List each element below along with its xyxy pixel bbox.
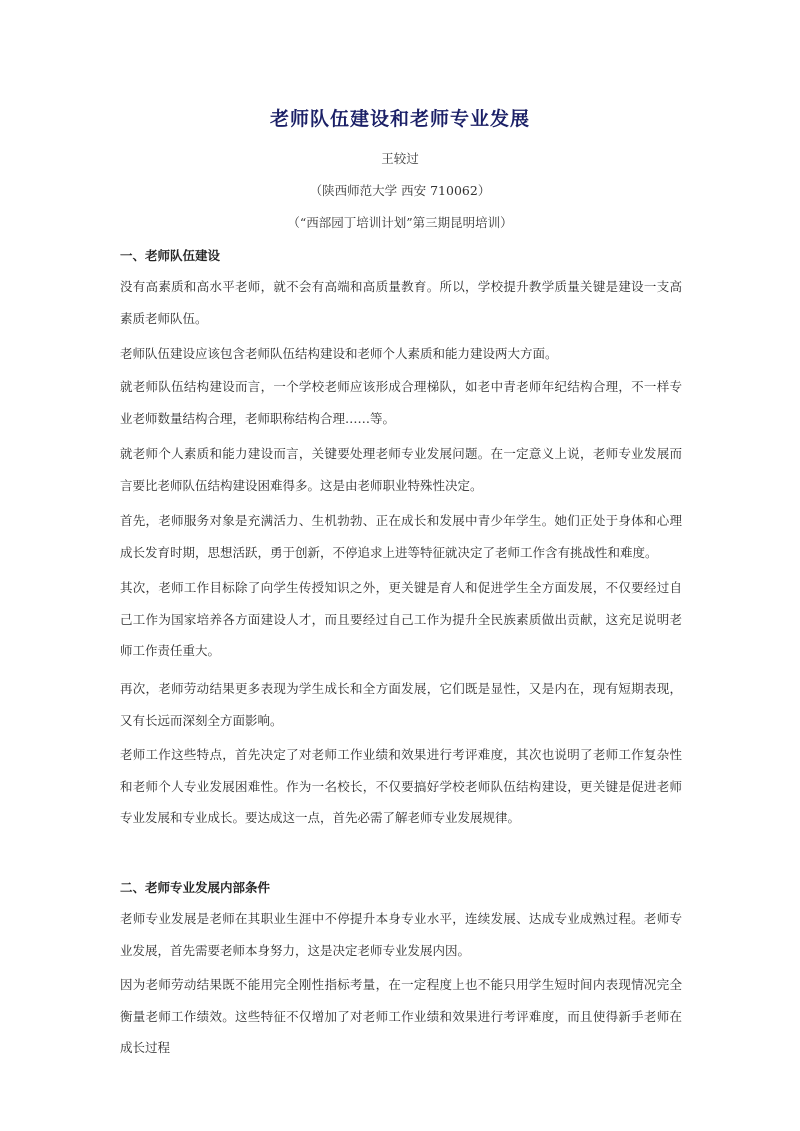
section-heading-2: 二、老师专业发展内部条件 — [120, 880, 271, 895]
paragraph: 就老师个人素质和能力建设而言，关键要处理老师专业发展问题。在一定意义上说，老师专业发展而言要比老师队伍结构建设困难得多。这是由老师职业特殊性决定。 — [120, 446, 682, 493]
section-heading-1: 一、老师队伍建设 — [120, 248, 221, 263]
paragraph: 老师工作这些特点，首先决定了对老师工作业绩和效果进行考评难度，其次也说明了老师工作复杂性和老师个人专业发展困难性。作为一名校长，不仅要搞好学校老师队伍结构建设，更关键是促进老师专业发展和专业成长。要达成这一点，首先必需了解老师专业发展规律。 — [120, 747, 682, 825]
paragraph: 老师队伍建设应该包含老师队伍结构建设和老师个人素质和能力建设两大方面。 — [120, 346, 558, 361]
author-affiliation: （陕西师范大学 西安 710062） — [309, 183, 491, 198]
paragraph: 老师专业发展是老师在其职业生涯中不停提升本身专业水平，连续发展、达成专业成熟过程。老师专业发展，首先需要老师本身努力，这是决定老师专业发展内因。 — [120, 911, 682, 958]
paragraph: 首先，老师服务对象是充满活力、生机勃勃、正在成长和发展中青少年学生。她们正处于身体和心理成长发育时期，思想活跃，勇于创新，不停追求上进等特征就决定了老师工作含有挑战性和难度。 — [120, 513, 682, 560]
paragraph: 再次，老师劳动结果更多表现为学生成长和全方面发展，它们既是显性，又是内在，现有短期表现，又有长远而深刻全方面影响。 — [120, 681, 682, 728]
paragraph: 因为老师劳动结果既不能用完全刚性指标考量，在一定程度上也不能只用学生短时间内表现情况完全衡量老师工作绩效。这些特征不仅增加了对老师工作业绩和效果进行考评难度，而且使得新手老师在成长过程 — [120, 977, 682, 1055]
training-program: （“西部园丁培训计划”第三期昆明培训） — [287, 215, 513, 230]
author-name: 王较过 — [381, 151, 419, 166]
paragraph: 就老师队伍结构建设而言，一个学校老师应该形成合理梯队，如老中青老师年纪结构合理，不一样专业老师数量结构合理，老师职称结构合理……等。 — [120, 379, 682, 426]
paragraph: 其次，老师工作目标除了向学生传授知识之外，更关键是育人和促进学生全方面发展，不仅要经过自己工作为国家培养各方面建设人才，而且要经过自己工作为提升全民族素质做出贡献，这充足说明老师工作责任重大。 — [120, 580, 682, 658]
paragraph: 没有高素质和高水平老师，就不会有高端和高质量教育。所以，学校提升教学质量关键是建设一支高素质老师队伍。 — [120, 279, 682, 326]
document-title: 老师队伍建设和老师专业发展 — [269, 108, 530, 130]
